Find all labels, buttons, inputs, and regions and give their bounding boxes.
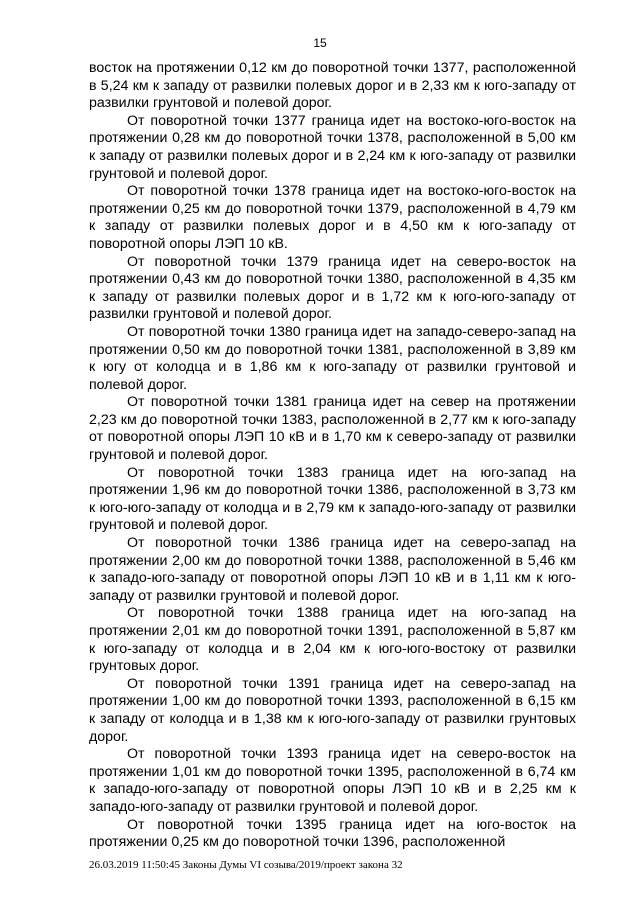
document-footer: 26.03.2019 11:50:45 Законы Думы VI созыва/2019/проект закона 32 xyxy=(89,859,403,871)
paragraph: От поворотной точки 1391 граница идет на северо-запад на протяжении 1,00 км до поворотной точки 1393, расположенной в 6,15 км к западу от колодца и в 1,38 км к юго-юго-западу от развилки грунтовых дорог. xyxy=(89,675,576,745)
paragraph: От поворотной точки 1383 граница идет на юго-запад на протяжении 1,96 км до поворотной точки 1386, расположенной в 3,73 км к юго-юго-западу от колодца и в 2,79 км к западо-юго-западу от развилки грунтовой и полевой дорог. xyxy=(89,464,576,534)
paragraph: От поворотной точки 1377 граница идет на востоко-юго-восток на протяжении 0,28 км до поворотной точки 1378, расположенной в 5,00 км к западу от развилки полевых дорог и в 2,24 км к юго-западу от развилки грунтовой и полевой дорог. xyxy=(89,112,576,182)
paragraph: От поворотной точки 1381 граница идет на север на протяжении 2,23 км до поворотной точки 1383, расположенной в 2,77 км к юго-западу от поворотной опоры ЛЭП 10 кВ и в 1,70 км к северо-западу от развилки грунтовой и полевой дорог. xyxy=(89,394,576,464)
paragraph: От поворотной точки 1388 граница идет на юго-запад на протяжении 2,01 км до поворотной точки 1391, расположенной в 5,87 км к юго-западу от колодца и в 2,04 км к юго-юго-востоку от развилки грунтовых дорог. xyxy=(89,605,576,675)
paragraph: От поворотной точки 1379 граница идет на северо-восток на протяжении 0,43 км до поворотной точки 1380, расположенной в 4,35 км к западу от развилки полевых дорог и в 1,72 км к юго-юго-западу от развилки грунтовой и полевой дорог. xyxy=(89,253,576,323)
paragraph: От поворотной точки 1386 граница идет на северо-запад на протяжении 2,00 км до поворотной точки 1388, расположенной в 5,46 км к западо-юго-западу от поворотной опоры ЛЭП 10 кВ и в 1,11 км к юго-западу от развилки грунтовой и полевой дорог. xyxy=(89,535,576,604)
document-body xyxy=(89,60,576,852)
paragraph: От поворотной точки 1380 граница идет на западо-северо-запад на протяжении 0,50 км до поворотной точки 1381, расположенной в 3,89 км к югу от колодца и в 1,86 км к юго-западу от развилки грунтовой и полевой дорог. xyxy=(89,323,576,393)
paragraph: От поворотной точки 1395 граница идет на юго-восток на протяжении 0,25 км до поворотной точки 1396, расположенной xyxy=(89,816,576,851)
page-number: 15 xyxy=(313,36,327,50)
paragraph: От поворотной точки 1378 граница идет на востоко-юго-восток на протяжении 0,25 км до поворотной точки 1379, расположенной в 4,79 км к западу от развилки полевых дорог и в 4,50 км к юго-западу от поворотной опоры ЛЭП 10 кВ. xyxy=(89,183,576,252)
paragraph: восток на протяжении 0,12 км до поворотной точки 1377, расположенной в 5,24 км к западу от развилки полевых дорог и в 2,33 км к юго-западу от развилки грунтовой и полевой дорог. xyxy=(89,60,576,112)
paragraph: От поворотной точки 1393 граница идет на северо-восток на протяжении 1,01 км до поворотной точки 1395, расположенной в 6,74 км к западо-юго-западу от поворотной опоры ЛЭП 10 кВ и в 2,25 км к западо-юго-западу от развилки грунтовой и полевой дорог. xyxy=(89,746,576,815)
